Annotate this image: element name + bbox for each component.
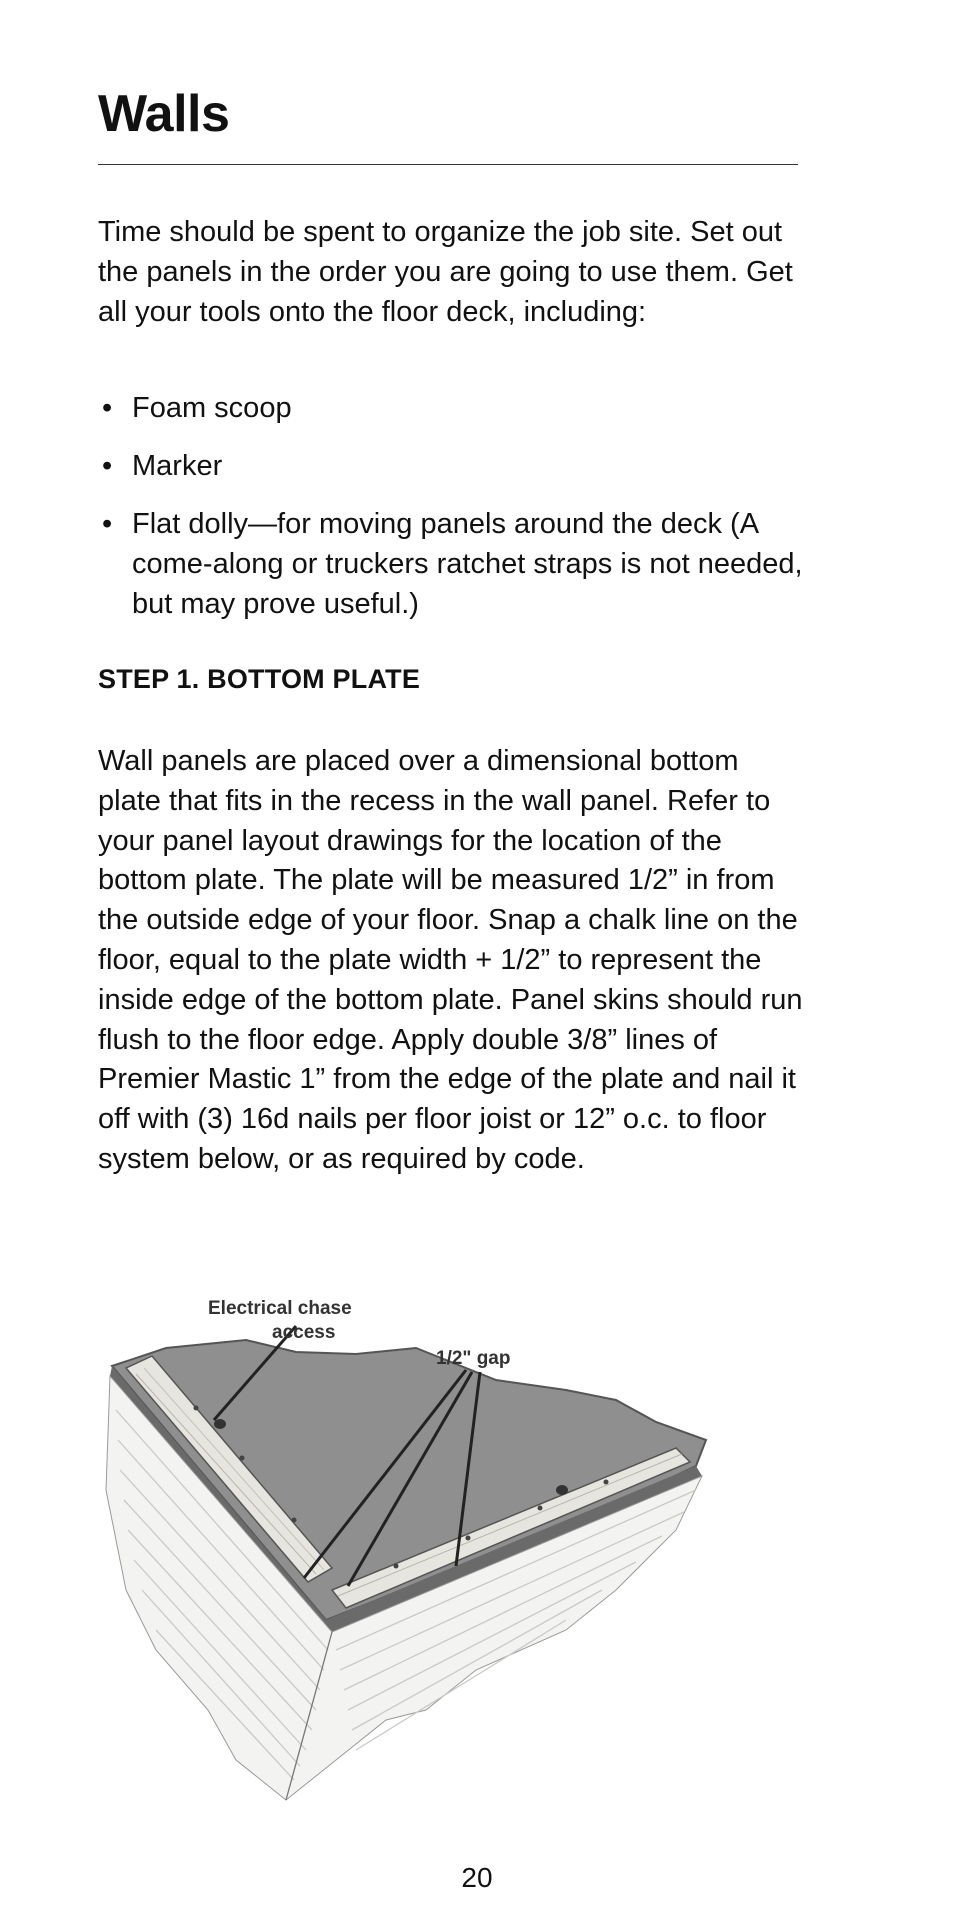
list-item bbox=[98, 388, 808, 428]
bottom-plate-illustration bbox=[96, 1290, 746, 1810]
bullet-glyph: • bbox=[102, 392, 113, 424]
chase-label-line1: Electrical chase bbox=[208, 1298, 352, 1319]
list-item-text: Foam scoop bbox=[132, 392, 292, 424]
bullet-glyph: • bbox=[102, 508, 113, 540]
title-divider bbox=[98, 164, 798, 165]
list-item-text: Marker bbox=[132, 450, 223, 482]
gap-label: 1/2" gap bbox=[436, 1348, 511, 1369]
step-heading: STEP 1. BOTTOM PLATE bbox=[98, 664, 421, 694]
bullet-glyph: • bbox=[102, 450, 113, 482]
chase-label-line2: access bbox=[272, 1322, 336, 1343]
tool-list bbox=[98, 388, 808, 642]
intro-paragraph: Time should be spent to organize the job site. Set out the panels in the order you are going to use them. Get all your tools onto the floor deck, including: bbox=[98, 216, 793, 328]
chase-hole bbox=[214, 1419, 226, 1429]
page-number: 20 bbox=[461, 1862, 493, 1893]
bottom-plate-drawing bbox=[96, 1290, 746, 1810]
page-title: Walls bbox=[98, 85, 230, 143]
step-paragraph: Wall panels are placed over a dimensional bottom plate that fits in the recess in the wall panel. Refer to your panel layout drawings for the location of the bottom plate. The plate will be measured 1/2” in from the outside edge of your floor. Snap a chalk line on the floor, equal to the plate width + 1/2” to represent the inside edge of the bottom plate. Panel skins should run flush to the floor edge. Apply double 3/8” lines of Premier Mastic 1” from the edge of the plate and nail it off with (3) 16d nails per floor joist or 12” o.c. to floor system below, or as required by code. bbox=[98, 745, 803, 1175]
list-item bbox=[98, 504, 808, 624]
list-item bbox=[98, 446, 808, 486]
chase-hole bbox=[556, 1485, 568, 1495]
list-item-text: Flat dolly—for moving panels around the deck (A come-along or truckers ratchet straps is not needed, but may prove useful.) bbox=[132, 508, 803, 620]
